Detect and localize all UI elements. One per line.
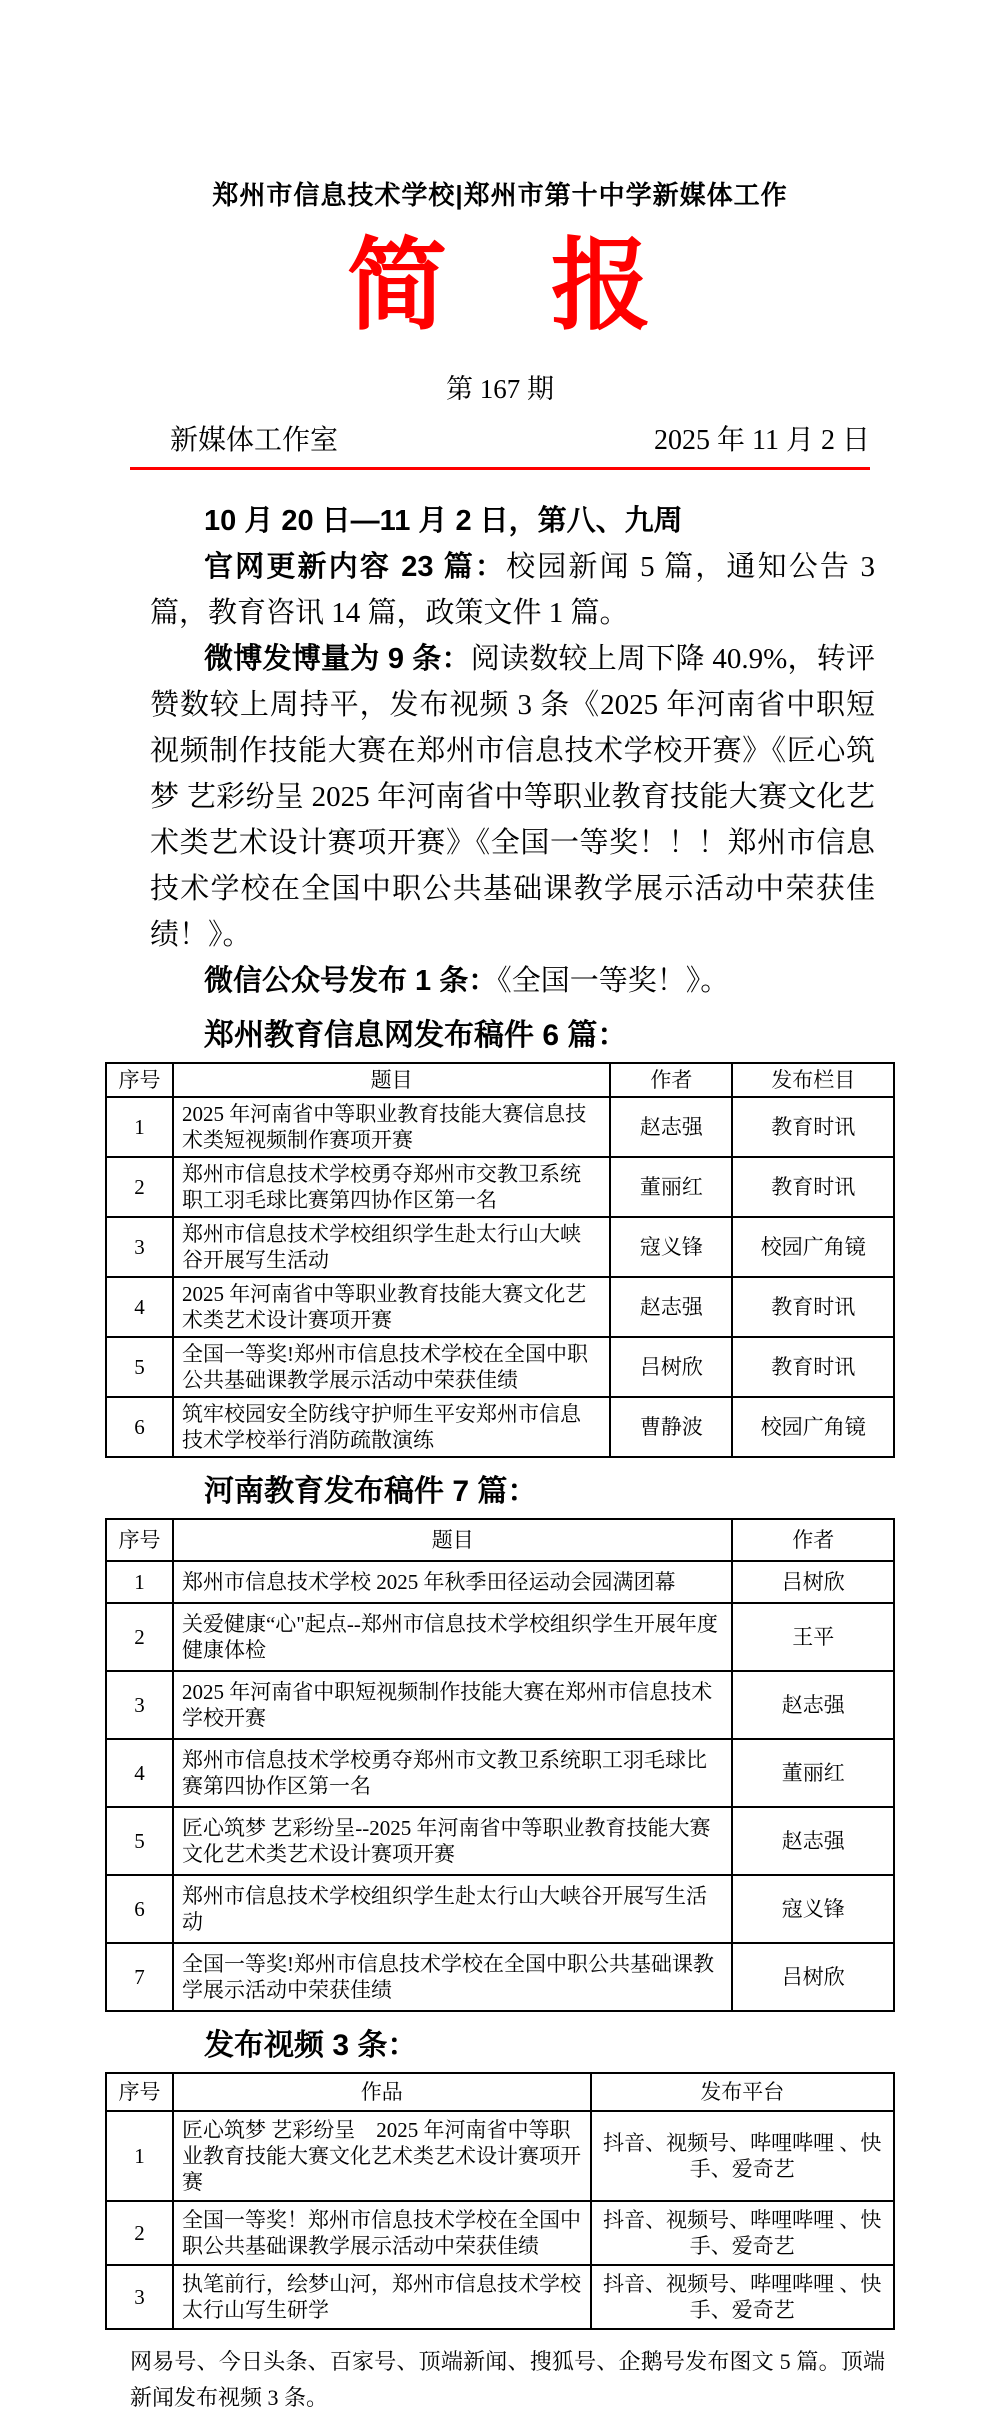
table-header-row: [106, 1519, 894, 1561]
cell: 教育时讯: [732, 1277, 894, 1337]
column-header: 序号: [106, 1063, 173, 1097]
cell: 寇义锋: [610, 1217, 732, 1277]
row-index: 1: [106, 1561, 173, 1603]
cell: 郑州市信息技术学校 2025 年秋季田径运动会园满团幕: [173, 1561, 732, 1603]
row-index: 3: [106, 1217, 173, 1277]
row-index: 3: [106, 1671, 173, 1739]
section-heading-zhengzhou-edu-net: 郑州教育信息网发布稿件 6 篇：: [204, 1019, 628, 1052]
column-header: 发布栏目: [732, 1063, 894, 1097]
table-row: [106, 2111, 894, 2201]
office-name: 新媒体工作室: [170, 425, 339, 456]
table-row: [106, 1807, 894, 1875]
column-header: 题目: [173, 1519, 732, 1561]
cell: 吕树欣: [610, 1337, 732, 1397]
masthead: 郑州市信息技术学校|郑州市第十中学新媒体工作: [212, 180, 788, 210]
cell: 全国一等奖!郑州市信息技术学校在全国中职公共基础课教学展示活动中荣获佳绩: [173, 1943, 732, 2011]
column-header: 题目: [173, 1063, 610, 1097]
column-header: 作品: [173, 2073, 591, 2111]
cell: 校园广角镜: [732, 1217, 894, 1277]
column-header: 作者: [732, 1519, 894, 1561]
table-row: [106, 1943, 894, 2011]
cell: 校园广角镜: [732, 1397, 894, 1457]
cell: 抖音、视频号、哔哩哔哩 、快手、爱奇艺: [591, 2111, 894, 2201]
column-header: 序号: [106, 1519, 173, 1561]
paragraph-label: 官网更新内容 23 篇：: [204, 551, 507, 583]
cell: 2025 年河南省中等职业教育技能大赛信息技术类短视频制作赛项开赛: [173, 1097, 610, 1157]
cell: 赵志强: [610, 1097, 732, 1157]
summary-block: [150, 498, 875, 1004]
cell: 董丽红: [610, 1157, 732, 1217]
column-header: 作者: [610, 1063, 732, 1097]
table-row: [106, 1397, 894, 1457]
table-header-row: [106, 1063, 894, 1097]
cell: 筑牢校园安全防线守护师生平安郑州市信息技术学校举行消防疏散演练: [173, 1397, 610, 1457]
videos-table: [105, 2072, 895, 2330]
issue-number: 第 167 期: [446, 374, 554, 404]
table-row: [106, 1561, 894, 1603]
row-index: 1: [106, 1097, 173, 1157]
cell: 教育时讯: [732, 1157, 894, 1217]
table-row: [106, 1739, 894, 1807]
row-index: 6: [106, 1397, 173, 1457]
red-divider: [130, 467, 870, 470]
table-row: [106, 2265, 894, 2329]
footer-note: 网易号、今日头条、百家号、顶端新闻、搜狐号、企鹅号发布图文 5 篇。顶端新闻发布视频 3 条。: [130, 2349, 885, 2410]
cell: 赵志强: [732, 1671, 894, 1739]
cell: 吕树欣: [732, 1561, 894, 1603]
row-index: 1: [106, 2111, 173, 2201]
section-heading-henan-edu: 河南教育发布稿件 7 篇：: [204, 1475, 538, 1508]
cell: 2025 年河南省中职短视频制作技能大赛在郑州市信息技术学校开赛: [173, 1671, 732, 1739]
table-row: [106, 1217, 894, 1277]
cell: 曹静波: [610, 1397, 732, 1457]
paragraph-label: 微信公众号发布 1 条：: [204, 965, 498, 997]
row-index: 4: [106, 1277, 173, 1337]
cell: 匠心筑梦 艺彩纷呈--2025 年河南省中等职业教育技能大赛文化艺术类艺术设计赛项开赛: [173, 1807, 732, 1875]
paragraph-label: 10 月 20 日—11 月 2 日，第八、九周: [204, 505, 683, 537]
row-index: 5: [106, 1337, 173, 1397]
row-index: 7: [106, 1943, 173, 2011]
cell: 关爱健康“心"起点--郑州市信息技术学校组织学生开展年度健康体检: [173, 1603, 732, 1671]
paragraph-website-updates: [150, 544, 875, 636]
cell: 郑州市信息技术学校组织学生赴太行山大峡谷开展写生活动: [173, 1875, 732, 1943]
column-header: 发布平台: [591, 2073, 894, 2111]
table-row: [106, 1337, 894, 1397]
cell: 赵志强: [732, 1807, 894, 1875]
table-row: [106, 1097, 894, 1157]
cell: 教育时讯: [732, 1337, 894, 1397]
cell: 赵志强: [610, 1277, 732, 1337]
table-row: [106, 1671, 894, 1739]
paragraph-label: 微博发博量为 9 条：: [204, 643, 471, 675]
cell: 2025 年河南省中等职业教育技能大赛文化艺术类艺术设计赛项开赛: [173, 1277, 610, 1337]
paragraph-wechat-posts: [150, 958, 875, 1004]
table-row: [106, 1875, 894, 1943]
cell: 董丽红: [732, 1739, 894, 1807]
cell: 全国一等奖!郑州市信息技术学校在全国中职公共基础课教学展示活动中荣获佳绩: [173, 1337, 610, 1397]
section-heading-videos: 发布视频 3 条：: [204, 2029, 418, 2062]
cell: 寇义锋: [732, 1875, 894, 1943]
table-row: [106, 1277, 894, 1337]
cell: 抖音、视频号、哔哩哔哩 、快手、爱奇艺: [591, 2265, 894, 2329]
row-index: 2: [106, 1157, 173, 1217]
zhengzhou-edu-net-table: [105, 1062, 895, 1458]
cell: 吕树欣: [732, 1943, 894, 2011]
row-index: 5: [106, 1807, 173, 1875]
column-header: 序号: [106, 2073, 173, 2111]
cell: 郑州市信息技术学校勇夺郑州市交教卫系统职工羽毛球比赛第四协作区第一名: [173, 1157, 610, 1217]
cell: 郑州市信息技术学校勇夺郑州市文教卫系统职工羽毛球比赛第四协作区第一名: [173, 1739, 732, 1807]
paragraph-text: 《全国一等奖！》。: [497, 965, 730, 997]
cell: 匠心筑梦 艺彩纷呈 2025 年河南省中等职业教育技能大赛文化艺术类艺术设计赛项开赛: [173, 2111, 591, 2201]
row-index: 2: [106, 1603, 173, 1671]
row-index: 4: [106, 1739, 173, 1807]
bulletin-title: 简 报: [347, 230, 653, 342]
paragraph-week-range: [150, 498, 875, 544]
paragraph-text: 校园新闻 5 篇，通知公告 3 篇，教育咨讯 14 篇，政策文件 1 篇。: [150, 551, 875, 629]
cell: 执笔前行，绘梦山河，郑州市信息技术学校太行山写生研学: [173, 2265, 591, 2329]
cell: 抖音、视频号、哔哩哔哩 、快手、爱奇艺: [591, 2201, 894, 2265]
row-index: 2: [106, 2201, 173, 2265]
table-row: [106, 1603, 894, 1671]
table-row: [106, 1157, 894, 1217]
issue-info-line: [105, 427, 895, 455]
cell: 王平: [732, 1603, 894, 1671]
row-index: 3: [106, 2265, 173, 2329]
cell: 全国一等奖！郑州市信息技术学校在全国中职公共基础课教学展示活动中荣获佳绩: [173, 2201, 591, 2265]
cell: 郑州市信息技术学校组织学生赴太行山大峡谷开展写生活动: [173, 1217, 610, 1277]
row-index: 6: [106, 1875, 173, 1943]
table-header-row: [106, 2073, 894, 2111]
paragraph-weibo-posts: [150, 636, 875, 958]
paragraph-text: 阅读数较上周下降 40.9%，转评赞数较上周持平，发布视频 3 条《2025 年河南省中职短视频制作技能大赛在郑州市信息技术学校开赛》《匠心筑梦 艺彩纷呈 2025 年河南省中等职业教育技能大赛文化艺术类艺术设计赛项开赛》《全国一等奖！！！郑州市信息技术学校在全国中职公共基础课教学展示活动中荣获佳绩！》。: [150, 643, 875, 951]
table-row: [106, 2201, 894, 2265]
cell: 教育时讯: [732, 1097, 894, 1157]
henan-edu-table: [105, 1518, 895, 2012]
bulletin-page: [105, 0, 895, 2416]
issue-date: 2025 年 11 月 2 日: [654, 425, 870, 456]
